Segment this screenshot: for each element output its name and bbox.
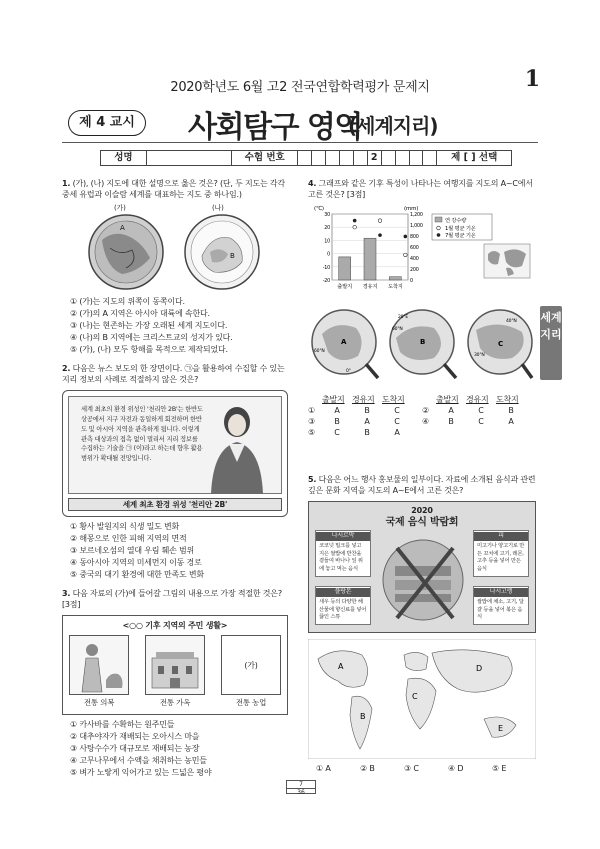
left-axis-unit: (℃) (314, 206, 324, 213)
y-tick-right: 400 (410, 257, 419, 263)
choice[interactable]: ① A (316, 764, 331, 774)
question-3 (62, 588, 288, 778)
legend-label: 7월 평균 기온 (445, 233, 476, 240)
map-a-label: (가) (114, 204, 126, 213)
category-label: 경유지 (362, 284, 378, 291)
placeholder-picture (221, 635, 281, 695)
map-label: C (412, 692, 418, 702)
exam-digit-box[interactable] (423, 151, 437, 165)
news-caption: 세계 최초 환경 위성 '천리안 2B' (68, 498, 282, 511)
svg-text:A: A (120, 224, 125, 233)
jan-temp-point (378, 219, 382, 223)
question-number: 4. (308, 179, 317, 188)
legend-swatch-bar (435, 217, 442, 222)
legend-label: 1월 평균 기온 (445, 226, 476, 233)
choice[interactable]: ③ 사탕수수가 대규모로 재배되는 농장 (70, 743, 200, 753)
name-field[interactable] (147, 151, 233, 165)
food-card-text: 쌀밥에 채소, 고기, 달걀 등을 넣어 볶은 음식 (477, 598, 524, 621)
map-label: A (341, 338, 347, 347)
choice[interactable]: ⑤ 중국의 대기 환경에 대한 만족도 변화 (70, 570, 204, 580)
choice[interactable]: ② B (360, 764, 375, 774)
chart-legend (432, 214, 492, 240)
header-cell: 도착지 (496, 395, 519, 405)
medieval-maps-figure (62, 212, 288, 300)
student-info-row (100, 150, 512, 166)
choice[interactable]: ④ 고무나무에서 수액을 채취하는 농민들 (70, 755, 207, 765)
right-column (308, 178, 536, 774)
y-tick-left: -10 (322, 265, 330, 271)
footer-total: 36 (287, 788, 315, 796)
map-label: E (498, 724, 503, 734)
food-card-text: 새우 등의 다양한 해산물에 향신료를 넣어 끓인 스튜 (319, 598, 367, 621)
answer-table (308, 394, 536, 405)
exam-digit-box[interactable]: 2 (368, 151, 382, 165)
answer-row[interactable]: ② A C B (422, 406, 514, 416)
choice[interactable]: ③ (나)는 현존하는 가장 오래된 세계 지도이다. (70, 321, 228, 331)
q1-figure (62, 204, 288, 292)
choice-list (62, 719, 288, 778)
item-label: 전통 농업 (235, 697, 267, 707)
news-box (62, 390, 288, 517)
map-label: B (360, 712, 366, 722)
choice[interactable]: ① 황사 발원지의 식생 밀도 변화 (70, 522, 180, 532)
exam-digit-box[interactable] (410, 151, 424, 165)
exam-digit-box[interactable] (312, 151, 326, 165)
legend-swatch-jul (437, 233, 441, 237)
choice-list (62, 521, 288, 580)
life-item (221, 635, 281, 708)
chart-plot (323, 212, 423, 290)
choice-list (316, 763, 536, 774)
y-tick-left: 20 (324, 226, 330, 232)
answer-row[interactable]: ① A B C (308, 406, 400, 416)
answer-table-left (308, 394, 422, 405)
header-cell: 출발지 (436, 395, 459, 405)
degree-label: 40°N (506, 319, 517, 325)
question-number: 2. (62, 364, 71, 374)
degree-label: 20°E (398, 315, 409, 321)
question-5 (308, 474, 536, 774)
question-stem: (가), (나) 지도에 대한 설명으로 옳은 것은? (단, 두 지도는 각각 중세 유럽과 이슬람 세계를 대표하는 지도 중 하나임.) (62, 179, 285, 200)
table-header (436, 394, 536, 405)
magnifier-c (468, 310, 532, 378)
subject-subtitle: (세계지리) (348, 114, 438, 138)
degree-label: 0° (346, 369, 351, 375)
anchor-figure (199, 398, 275, 494)
name-label: 성명 (101, 151, 147, 165)
exam-digit-box[interactable] (340, 151, 354, 165)
y-tick-right: 1,000 (410, 224, 423, 230)
question-number: 5. (308, 475, 317, 485)
answer-row[interactable]: ③ B A C (308, 417, 400, 427)
choice[interactable]: ① (가)는 지도의 위쪽이 동쪽이다. (70, 297, 185, 307)
flat-roof-house-icon (146, 636, 204, 694)
question-stem: 다음은 뉴스 보도의 한 장면이다. ㉠을 활용하여 수집할 수 있는 지리 정보의 사례로 적절하지 않은 것은? (62, 364, 285, 385)
choice[interactable]: ⑤ 벼가 노랗게 익어가고 있는 드넓은 평야 (70, 768, 212, 777)
poster-year: 2020 (411, 506, 433, 516)
y-tick-right: 1,200 (410, 213, 423, 219)
choice[interactable]: ④ D (448, 764, 464, 774)
resident-life-box (62, 615, 288, 715)
answer-row[interactable]: ④ B C A (422, 417, 514, 427)
food-card (473, 530, 529, 576)
fork-knife-emblem (375, 532, 471, 628)
choice[interactable]: ① 카사바를 수확하는 원주민들 (70, 719, 175, 729)
question-stem: 다음은 어느 행사 홍보물의 일부이다. 자료에 소개된 음식과 관련 깊은 문화 지역을 지도의 A~E에서 고른 것은? (308, 475, 536, 496)
choice[interactable]: ② (가)의 A 지역은 아시아 대륙에 속한다. (70, 309, 210, 319)
choice[interactable]: ④ 동아시아 지역의 미세먼지 이동 경로 (70, 558, 202, 568)
question-4 (308, 178, 536, 438)
y-tick-right: 200 (410, 268, 419, 274)
period-badge: 제 4 교시 (68, 110, 146, 136)
legend-swatch-jan (437, 226, 441, 230)
jan-temp-point (404, 253, 408, 257)
left-column (62, 178, 288, 778)
footer-page: 7 (299, 781, 303, 788)
map-label: B (420, 338, 426, 347)
precip-bar (389, 277, 401, 280)
answer-table-right (422, 394, 536, 405)
food-card-title: 플랑본 (316, 588, 370, 597)
header-cell: 출발지 (322, 395, 345, 405)
degree-label: 30°N (474, 353, 485, 359)
food-card-text: 미고기나 양고기로 만든 꼬치에 고기, 레몬, 고추 등을 넣어 만든 음식 (477, 542, 525, 572)
life-item (69, 635, 129, 708)
magnifier-b (390, 310, 456, 378)
choice[interactable]: ⑤ (가), (나) 모두 항해를 목적으로 제작되었다. (70, 345, 228, 355)
food-card-title: 나시르막 (316, 532, 370, 541)
exam-no-label: 수험 번호 (232, 151, 298, 165)
y-tick-right: 600 (410, 246, 419, 252)
food-fair-poster (308, 501, 536, 633)
y-tick-right: 800 (410, 235, 419, 241)
magnifier-a (312, 310, 378, 378)
map-label: A (338, 662, 344, 672)
subject-title: 사회탐구 영역 (188, 110, 362, 145)
world-map (308, 639, 536, 759)
choice[interactable]: ② 대추야자가 재배되는 오아시스 마을 (70, 731, 200, 741)
food-card-text: 코코넛 밀크를 넣고 지은 쌀밥에 반찬을 곁들여 바나나 잎 위에 놓고 먹는 음식 (319, 542, 363, 572)
header-cell: 도착지 (382, 395, 405, 405)
side-tab: 세계지리 (540, 306, 562, 380)
header-cell: 경유지 (352, 395, 375, 405)
jan-temp-point (353, 225, 357, 229)
choice[interactable]: ③ C (404, 764, 419, 774)
news-text: 세계 최초의 환경 위성인 '천리안 2B'는 한반도 상공에서 지구 자전과 동일하게 회전하며 한반도 및 아시아 지역을 관측하게 됩니다. 이렇게 관측 대상과의 접촉 없이 멀리서 지리 정보를 수집하는 기술을 ㉠ (이)라고 하는데 향후 활용 범위가 확대될 전망입니다. (81, 406, 203, 463)
page-number: 1 (524, 66, 540, 92)
map-label: C (498, 340, 503, 349)
food-card (473, 586, 529, 625)
answer-row[interactable]: ⑤ C B A (308, 428, 400, 438)
exam-digit-box[interactable] (354, 151, 368, 165)
item-label: 전통 의복 (83, 697, 115, 707)
exam-digit-box[interactable] (382, 151, 396, 165)
life-items (69, 635, 281, 708)
right-axis-unit: (mm) (404, 206, 419, 213)
robed-person-icon (70, 636, 128, 694)
choice[interactable]: ② 해몽으로 인한 피해 지역의 면적 (70, 534, 187, 544)
jul-temp-point (353, 219, 357, 223)
food-card-title: 나시고렝 (474, 588, 528, 597)
header-rule (62, 142, 538, 143)
answer-rows (308, 405, 536, 438)
life-item (145, 635, 205, 708)
placeholder-label: (가) (244, 660, 258, 670)
precip-bar (364, 238, 376, 280)
item-label: 전통 가옥 (159, 697, 191, 707)
house-picture (145, 635, 205, 695)
food-card-title: 피 (474, 532, 528, 541)
question-stem: 그래프와 같은 기후 특성이 나타나는 여행지를 지도의 A~C에서 고른 것은? [3점] (308, 179, 533, 200)
exam-title: 2020학년도 6월 고2 전국연합학력평가 문제지 (170, 80, 430, 95)
category-label: 도착지 (387, 284, 403, 291)
choice-label: 제 [ ] 선택 (451, 152, 498, 163)
degree-label: 60°N (392, 327, 403, 333)
header-cell: 경유지 (466, 395, 489, 405)
exam-digit-box[interactable] (326, 151, 340, 165)
table-header (322, 394, 422, 405)
magnified-maps (308, 300, 536, 390)
food-card (315, 530, 371, 576)
y-tick-right: 0 (410, 279, 413, 285)
news-screen (68, 396, 282, 494)
question-stem: 다음 자료의 (가)에 들어갈 그림의 내용으로 가장 적절한 것은? [3점] (62, 589, 282, 610)
question-2 (62, 363, 288, 580)
page-footer (286, 780, 316, 794)
climate-chart (308, 202, 536, 298)
y-tick-left: 30 (324, 213, 330, 219)
choice[interactable]: ④ (나)의 B 지역에는 크리스트교의 성지가 있다. (70, 333, 233, 343)
exam-digit-box[interactable] (396, 151, 410, 165)
y-tick-left: 0 (327, 252, 330, 258)
legend-label: 연 강수량 (445, 218, 467, 225)
map-b-label: (나) (212, 204, 224, 213)
choice[interactable]: ⑤ E (492, 764, 507, 774)
category-label: 출발지 (337, 284, 353, 291)
y-tick-left: 10 (324, 239, 330, 245)
food-card (315, 586, 371, 625)
poster-title: 국제 음식 박람회 (385, 517, 459, 529)
question-number: 1. (62, 179, 71, 188)
map-label: D (476, 664, 482, 674)
clothing-picture (69, 635, 129, 695)
choice-list (62, 296, 288, 355)
world-inset-map (484, 244, 530, 278)
y-tick-left: -20 (322, 279, 330, 285)
jul-temp-point (378, 233, 382, 237)
question-1 (62, 178, 288, 355)
box-title: <○○ 기후 지역의 주민 생활> (122, 620, 228, 630)
exam-digit-box[interactable] (298, 151, 312, 165)
svg-text:B: B (230, 252, 235, 261)
degree-label: 60°N (314, 349, 325, 355)
precip-bar (339, 257, 351, 280)
choice[interactable]: ③ 보르네오섬의 열대 우림 훼손 범위 (70, 546, 195, 556)
jul-temp-point (404, 235, 408, 239)
question-number: 3. (62, 589, 71, 599)
